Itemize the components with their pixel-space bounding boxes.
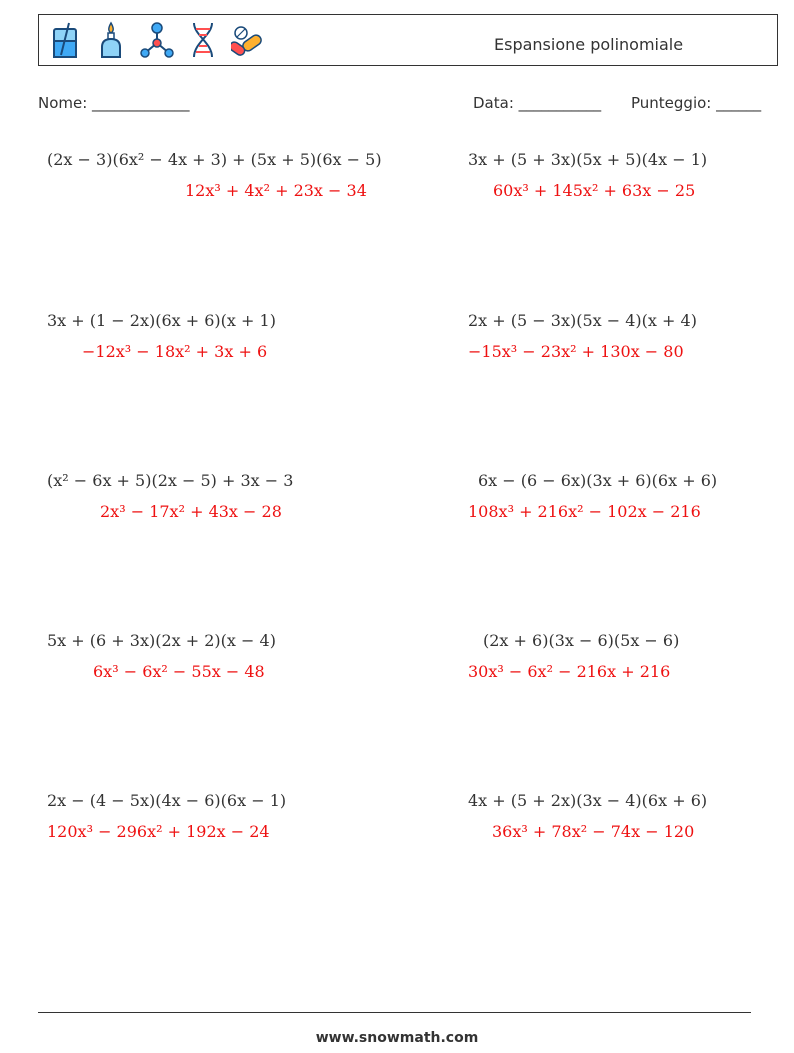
problem-expression: (x² − 6x + 5)(2x − 5) + 3x − 3 — [47, 471, 294, 490]
problem-answer: −12x³ − 18x² + 3x + 6 — [82, 342, 268, 361]
problem-expression: (2x + 6)(3x − 6)(5x − 6) — [483, 631, 680, 650]
dna-icon — [185, 21, 221, 59]
name-field: Nome: _____________ — [38, 94, 190, 112]
date-field: Data: ___________ — [473, 94, 602, 112]
problem-expression: 6x − (6 − 6x)(3x + 6)(6x + 6) — [478, 471, 718, 490]
problem-answer: 108x³ + 216x² − 102x − 216 — [468, 502, 701, 521]
problem-answer: 36x³ + 78x² − 74x − 120 — [492, 822, 695, 841]
problem-expression: 2x − (4 − 5x)(4x − 6)(6x − 1) — [47, 791, 287, 810]
footer-divider — [38, 1012, 751, 1013]
problem-expression: (2x − 3)(6x² − 4x + 3) + (5x + 5)(6x − 5) — [47, 150, 382, 169]
beaker-icon — [47, 21, 83, 59]
pills-icon — [231, 21, 267, 59]
molecule-icon — [139, 21, 175, 59]
problem-expression: 4x + (5 + 2x)(3x − 4)(6x + 6) — [468, 791, 708, 810]
problem-answer: 12x³ + 4x² + 23x − 34 — [185, 181, 367, 200]
header-box — [38, 14, 778, 66]
flask-burner-icon — [93, 21, 129, 59]
problem-answer: −15x³ − 23x² + 130x − 80 — [468, 342, 684, 361]
footer-url: www.snowmath.com — [315, 1030, 479, 1046]
problem-answer: 120x³ − 296x² + 192x − 24 — [47, 822, 270, 841]
problem-expression: 3x + (1 − 2x)(6x + 6)(x + 1) — [47, 311, 276, 330]
score-field: Punteggio: ______ — [631, 94, 762, 112]
worksheet-title: Espansione polinomiale — [494, 35, 684, 54]
problem-answer: 30x³ − 6x² − 216x + 216 — [468, 662, 671, 681]
problem-expression: 2x + (5 − 3x)(5x − 4)(x + 4) — [468, 311, 697, 330]
problem-expression: 5x + (6 + 3x)(2x + 2)(x − 4) — [47, 631, 276, 650]
problem-answer: 6x³ − 6x² − 55x − 48 — [93, 662, 265, 681]
problem-expression: 3x + (5 + 3x)(5x + 5)(4x − 1) — [468, 150, 708, 169]
problem-answer: 60x³ + 145x² + 63x − 25 — [493, 181, 696, 200]
problem-answer: 2x³ − 17x² + 43x − 28 — [100, 502, 282, 521]
icon-row — [47, 21, 267, 59]
